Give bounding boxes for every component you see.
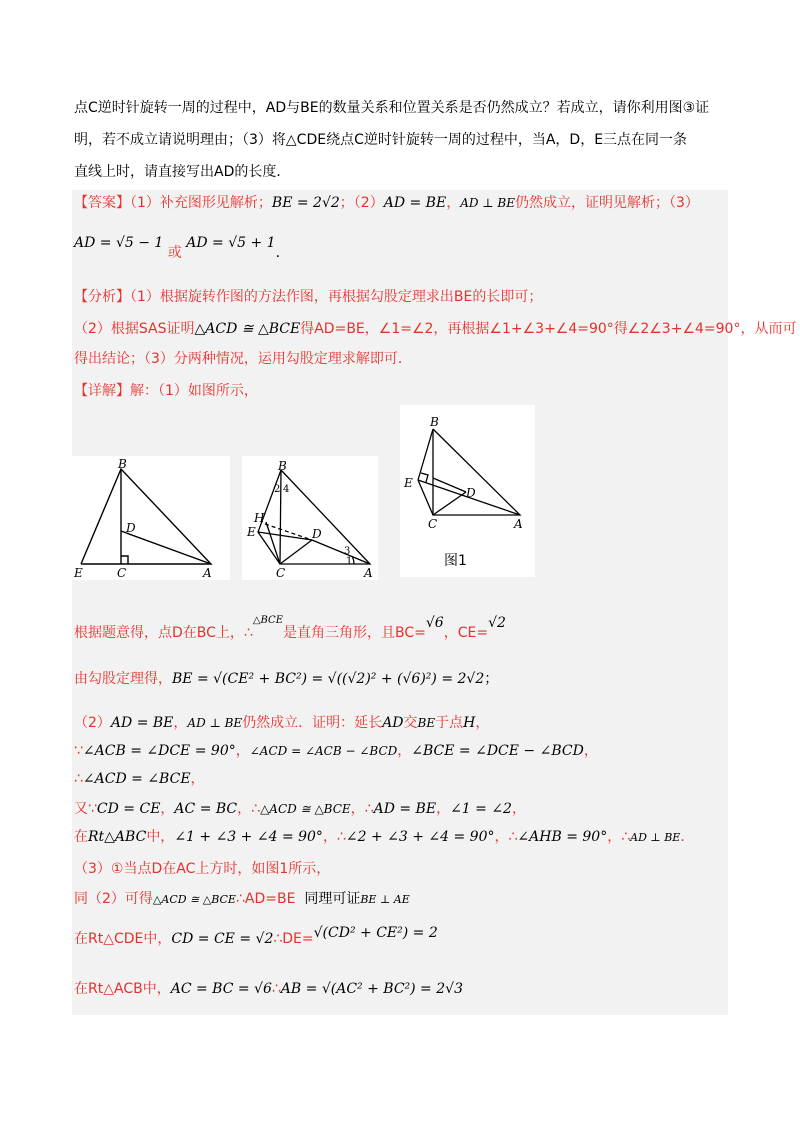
fig3-label-a: A — [514, 517, 523, 531]
fig1-label-c: C — [117, 566, 127, 580]
answer-part1: （1）补充图形见解析； — [130, 195, 272, 211]
body-p3g: 交 — [403, 715, 418, 731]
fig1-outer-triangle — [81, 469, 211, 564]
body-p1e: ，CE= — [443, 625, 489, 641]
body-p9b: △ACD ≅ △BCE — [152, 893, 236, 906]
figure-2-drawing — [242, 456, 378, 580]
body-p7g: ，∴ — [494, 829, 518, 845]
fig2-label-2: 2 — [274, 484, 281, 495]
fig3-label-b: B — [430, 415, 439, 429]
body-p6g: ，∴ — [350, 801, 374, 817]
body-p4g: ， — [583, 743, 598, 759]
intro-line-1: 点C逆时针旋转一周的过程中，AD与BE的数量关系和位置关系是否仍然成立？若成立，请你利用图③证 — [74, 100, 710, 116]
fig2-segment-ed — [258, 532, 312, 540]
analysis-line-2 — [74, 318, 796, 338]
fig2-label-d: D — [312, 527, 322, 541]
body-p6b: CD = CE — [96, 801, 161, 817]
fig2-label-e: E — [247, 525, 256, 539]
intro-line-2: 明，若不成立请说明理由；（3）将△CDE绕点C逆时针旋转一周的过程中，当A，D，E三点在同一条 — [74, 132, 688, 148]
fig3-segment-ec — [418, 480, 433, 515]
body-line-6 — [74, 798, 526, 818]
body-p5c: ， — [190, 771, 205, 787]
fig1-label-b: B — [118, 457, 127, 471]
answer-be: BE = 2√2 — [271, 195, 340, 211]
body-p4e: ， — [397, 743, 412, 759]
fig2-label-4: 4 — [283, 484, 290, 495]
body-line-1 — [74, 615, 506, 642]
body-p3e: 仍然成立．证明：延长 — [242, 715, 383, 731]
body-p7h: ∠AHB = 90° — [517, 829, 608, 845]
body-p6k: ， — [511, 801, 526, 817]
answer-part2: ；（2） — [339, 195, 384, 211]
fig2-label-c: C — [276, 566, 286, 580]
analysis-congruence: △ACD ≅ △BCE — [194, 321, 301, 337]
figure-2 — [242, 456, 378, 580]
body-p7c: 中， — [146, 829, 175, 845]
fig3-segment-be — [418, 429, 433, 480]
body-p10b: CD = CE = √2 — [171, 931, 274, 947]
analysis-text-2a: （2）根据SAS证明 — [74, 321, 195, 337]
body-p7a: 在 — [74, 829, 88, 845]
body-line-11 — [74, 978, 463, 998]
body-p6i: ， — [436, 801, 451, 817]
fig3-label-e: E — [404, 476, 413, 490]
body-p3b: AD = BE — [110, 715, 174, 731]
body-p4f: ∠BCE = ∠DCE − ∠BCD — [411, 743, 584, 759]
body-p1b: △BCE — [252, 615, 284, 626]
body-p2a: 由勾股定理得， — [74, 671, 172, 687]
fig1-label-e: E — [74, 566, 83, 580]
body-p3d: AD ⊥ BE — [187, 716, 243, 730]
body-line-5 — [74, 768, 205, 788]
body-p6d: AC = BC — [174, 801, 238, 817]
fig1-label-a: A — [203, 566, 212, 580]
body-p1c: 是直角三角形，且BC= — [283, 625, 426, 641]
answer-ad-1: AD = √5 − 1 — [74, 235, 164, 251]
body-p6e: ，∴ — [237, 801, 261, 817]
fig3-triangle-abc — [433, 429, 520, 515]
fig2-label-h: H — [254, 511, 265, 525]
fig2-label-1: 1 — [346, 556, 353, 567]
body-p7e: ，∴ — [322, 829, 346, 845]
body-p7j: AD ⊥ BE — [630, 831, 681, 844]
answer-end: ． — [275, 245, 290, 261]
body-p6c: ， — [160, 801, 175, 817]
fig2-segment-cd — [280, 540, 312, 564]
answer-line-2 — [74, 232, 290, 261]
body-p10a: 在Rt△CDE中， — [74, 931, 172, 947]
body-p4c: ， — [235, 743, 250, 759]
answer-sep: ， — [446, 195, 461, 211]
figure-1-drawing — [72, 456, 230, 580]
body-p5b: ∠ACD = ∠BCE — [82, 771, 191, 787]
fig2-label-3: 3 — [344, 546, 351, 557]
body-p6h: AD = BE — [373, 801, 437, 817]
fig1-right-angle-mark — [121, 556, 128, 564]
body-p3f: AD — [382, 715, 404, 731]
body-line-3 — [74, 712, 489, 732]
fig3-segment-d-to-bc — [433, 478, 466, 492]
analysis-text-2c: 得AD=BE，∠1=∠2，再根据∠1+∠3+∠4=90°得∠2∠3+∠4=90°，从而可 — [300, 321, 797, 337]
body-p9a: 同（2）可得 — [74, 891, 153, 907]
fig2-label-b: B — [278, 459, 287, 473]
body-p1d: √6 — [425, 615, 444, 631]
body-p6f: △ACD ≅ △BCE — [260, 802, 351, 816]
answer-line-1 — [74, 192, 699, 212]
analysis-text-1: （1）根据旋转作图的方法作图，再根据勾股定理求出BE的长即可； — [130, 289, 543, 305]
answer-ad-be: AD = BE — [383, 195, 447, 211]
body-p11a: 在Rt△ACB中， — [74, 981, 171, 997]
body-p4b: ∠ACB = ∠DCE = 90° — [82, 743, 236, 759]
body-line-7 — [74, 826, 694, 846]
body-p10c: ∴DE= — [273, 931, 314, 947]
body-line-10 — [74, 925, 438, 948]
body-p7k: ． — [680, 829, 695, 845]
body-p4d: ∠ACD = ∠ACB − ∠BCD — [249, 744, 398, 758]
figure-3 — [400, 405, 535, 577]
fig2-dashed-dh — [265, 524, 312, 540]
body-p11d: AB = √(AC² + BC²) = 2√3 — [280, 981, 463, 997]
body-p7b: Rt△ABC — [88, 829, 147, 845]
answer-perp: AD ⊥ BE — [460, 196, 515, 210]
body-line-9 — [74, 888, 410, 908]
body-p3k: ， — [475, 715, 490, 731]
analysis-line-1 — [74, 286, 542, 306]
body-p3c: ， — [173, 715, 188, 731]
intro-line-3: 直线上时，请直接写出AD的长度． — [74, 164, 291, 180]
body-p3i: 于点 — [435, 715, 464, 731]
body-p7d: ∠1 + ∠3 + ∠4 = 90° — [174, 829, 323, 845]
answer-tag: 【答案】 — [74, 195, 130, 211]
fig3-label-d: D — [466, 486, 476, 500]
body-p11b: AC = BC = √6 — [170, 981, 272, 997]
answer-part3: 仍然成立，证明见解析；（3） — [514, 195, 699, 211]
body-p9c: ∴AD=BE — [235, 891, 296, 907]
answer-ad-2: AD = √5 + 1 — [186, 235, 276, 251]
body-p9e: BE ⊥ AE — [360, 893, 410, 906]
body-p2b: BE = √(CE² + BC²) = √((√2)² + (√6)²) = 2√2 — [172, 671, 485, 687]
body-p3a: （2） — [74, 715, 111, 731]
body-line-8: （3）①当点D在AC上方时，如图1所示， — [74, 861, 331, 877]
body-p7i: ，∴ — [607, 829, 631, 845]
fig3-segment-cd — [433, 492, 466, 515]
body-line-4 — [74, 740, 598, 760]
body-p6a: 又∵ — [74, 801, 97, 817]
fig2-segment-ch — [266, 522, 280, 564]
detail-line — [74, 380, 258, 400]
detail-text: 解：（1）如图所示， — [130, 383, 258, 399]
body-line-2 — [74, 668, 498, 688]
body-p1f: √2 — [488, 615, 506, 631]
body-p4a: ∵ — [74, 743, 83, 759]
fig1-segment-da — [121, 531, 211, 564]
body-p9d: 同理可证 — [304, 891, 361, 907]
fig3-label-c: C — [428, 517, 438, 531]
body-p3j: H — [463, 715, 476, 731]
body-p10d: √(CD² + CE²) = 2 — [313, 925, 438, 941]
fig2-label-a: A — [364, 566, 373, 580]
body-p3h: BE — [417, 716, 436, 730]
fig1-label-d: D — [126, 521, 136, 535]
body-p11c: ∴ — [271, 981, 281, 997]
body-p5a: ∴ — [74, 771, 83, 787]
analysis-tag: 【分析】 — [74, 289, 130, 305]
body-p7f: ∠2 + ∠3 + ∠4 = 90° — [345, 829, 495, 845]
fig3-caption: 图1 — [444, 553, 467, 569]
fig3-right-angle-mark — [421, 473, 428, 482]
fig2-segment-da — [312, 540, 370, 564]
answer-or: 或 — [167, 245, 182, 261]
body-p1a: 根据题意得，点D在BC上，∴ — [74, 625, 253, 641]
figure-1 — [72, 456, 230, 580]
body-p6j: ∠1 = ∠2 — [450, 801, 512, 817]
body-p2c: ； — [484, 671, 499, 687]
detail-tag: 【详解】 — [74, 383, 130, 399]
figure-3-drawing — [400, 405, 535, 577]
analysis-line-3: 得出结论；（3）分两种情况，运用勾股定理求解即可． — [74, 351, 412, 367]
